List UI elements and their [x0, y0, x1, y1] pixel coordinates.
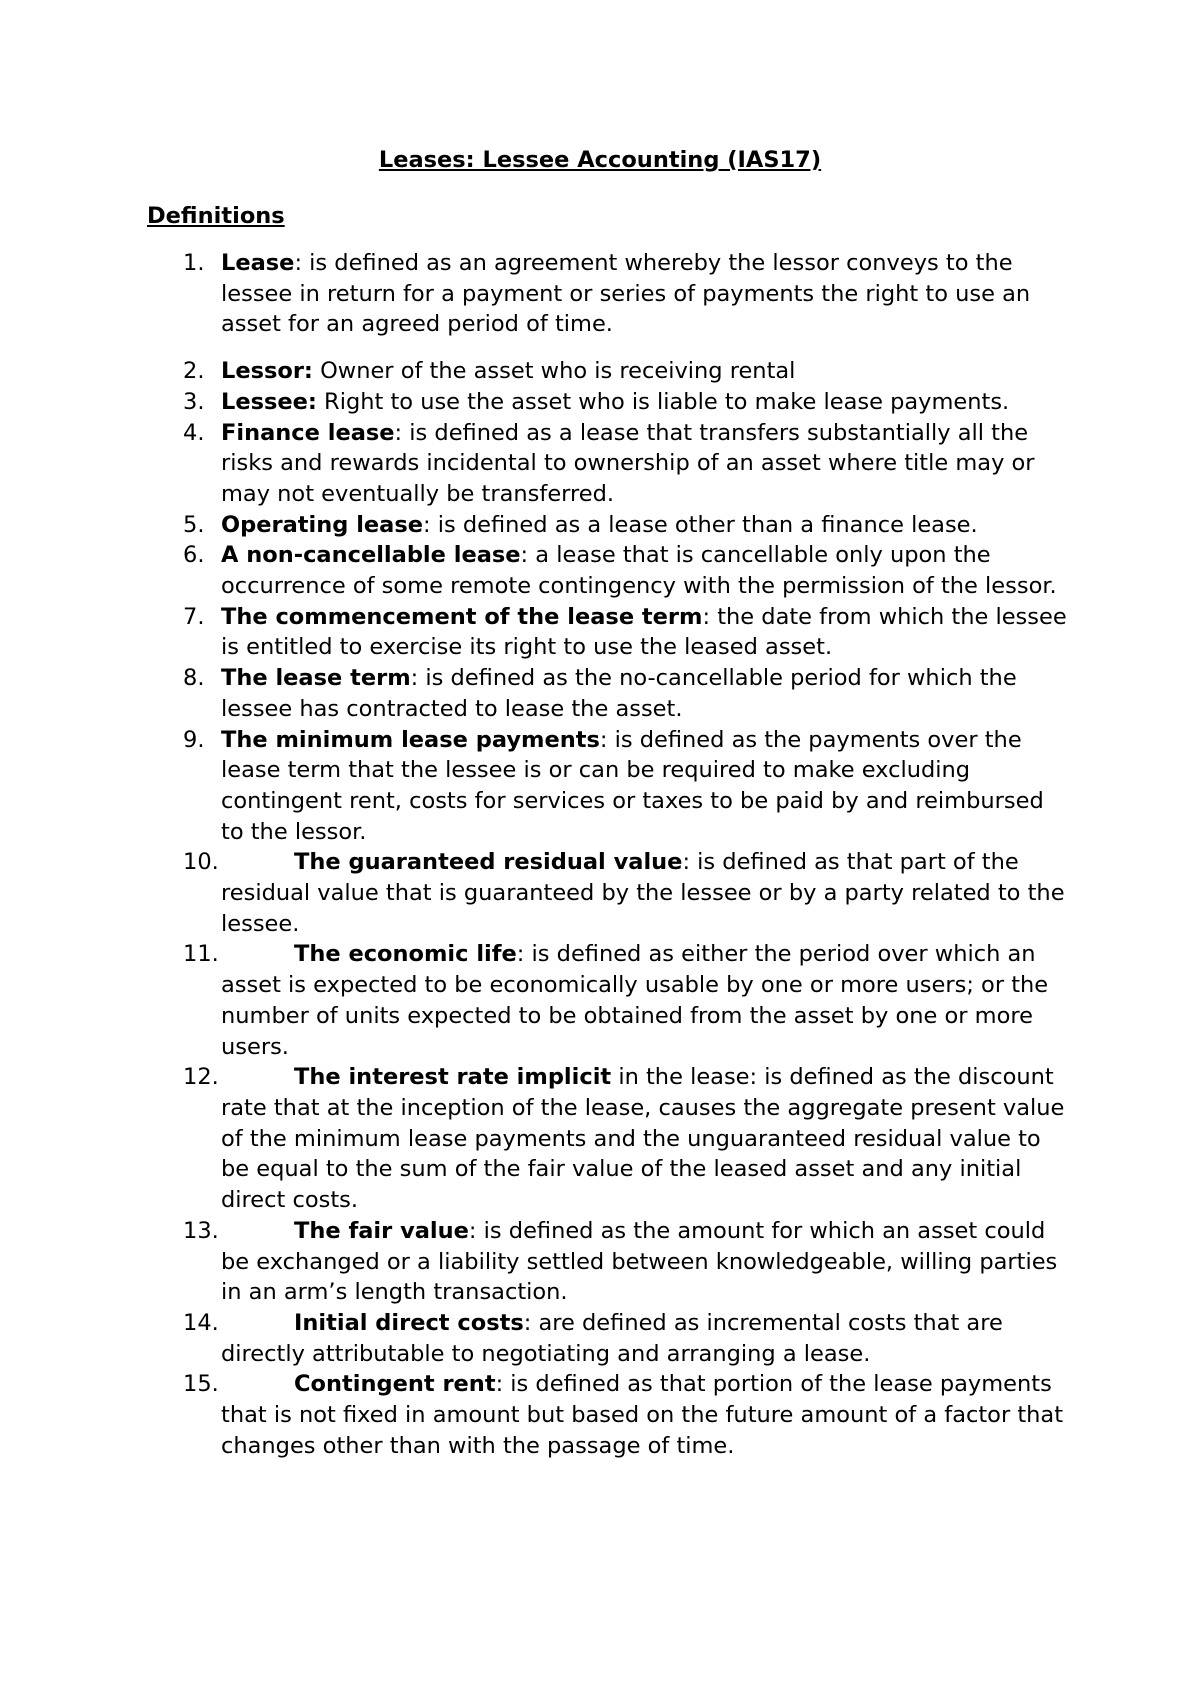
definition-term: The lease term [221, 665, 411, 692]
definition-number: 12. [183, 1064, 219, 1091]
definition-number: 3. [183, 388, 205, 415]
definition-item [0, 418, 1071, 510]
definition-term: A non-cancellable lease [221, 542, 521, 569]
definition-term: Finance lease [221, 419, 395, 446]
definition-item [0, 1216, 1071, 1308]
definition-text: in the lease: is defined as the discount rate that at the inception of the lease, causes the aggregate present value of the minimum lease payments and the unguaranteed residual value to be equal to the sum of the fair value of the leased asset and any initial direct costs. [221, 1064, 1065, 1214]
definition-number: 10. [183, 849, 219, 876]
definition-text: : is defined as either the period over which an asset is expected to be economically usable by one or more users; or the number of units expected to be obtained from the asset by one or more users. [221, 941, 1049, 1060]
definition-item [0, 847, 1071, 939]
definition-text: Right to use the asset who is liable to make lease payments. [316, 388, 1010, 415]
definition-item [0, 248, 1071, 340]
definitions-list [0, 248, 1200, 1461]
definition-item [0, 1308, 1071, 1369]
definition-item [0, 510, 1071, 541]
definition-text: : is defined as a lease that transfers substantially all the risks and rewards incidental to ownership of an asset where title may or may not eventually be transferred. [221, 419, 1035, 507]
definition-item [0, 1369, 1071, 1461]
definition-term: The fair value [294, 1217, 469, 1244]
document-title: Leases: Lessee Accounting (IAS17) [378, 147, 822, 173]
definition-number: 4. [183, 419, 205, 446]
definition-term: The guaranteed residual value [294, 849, 683, 876]
definition-number: 6. [183, 542, 205, 569]
definition-term: Operating lease [221, 511, 424, 538]
definition-text: : are defined as incremental costs that are directly attributable to negotiating and arranging a lease. [221, 1309, 1003, 1367]
definition-number: 5. [183, 511, 205, 538]
definition-text: : is defined as that part of the residual value that is guaranteed by the lessee or by a party related to the lessee. [221, 849, 1065, 937]
definition-item [0, 356, 1071, 387]
definition-term: Lessor: [221, 358, 313, 385]
definition-term: Lease [221, 250, 295, 276]
definition-text: : is defined as an agreement whereby the lessor conveys to the lessee in return for a payment or series of payments the right to use an asset for an agreed period of time. [221, 250, 1031, 338]
definition-term: Contingent rent [294, 1371, 496, 1398]
definition-text: : a lease that is cancellable only upon the occurrence of some remote contingency with the permission of the lessor. [221, 542, 1057, 600]
definition-text: : is defined as the amount for which an asset could be exchanged or a liability settled between knowledgeable, willing parties in an arm’s length transaction. [221, 1217, 1058, 1306]
definition-term: The minimum lease payments [221, 726, 600, 753]
definition-number: 1. [183, 250, 205, 276]
definition-item [0, 663, 1071, 724]
definition-text: : is defined as a lease other than a finance lease. [423, 511, 978, 538]
definition-item [0, 939, 1071, 1062]
definition-number: 13. [183, 1217, 219, 1244]
definition-text: Owner of the asset who is receiving rental [312, 358, 796, 385]
definition-item [0, 1062, 1071, 1216]
definition-item [0, 387, 1071, 418]
definition-number: 8. [183, 665, 205, 692]
definition-term: The commencement of the lease term [221, 603, 703, 630]
definition-number: 9. [183, 726, 205, 753]
definition-number: 11. [183, 941, 219, 968]
definition-number: 7. [183, 603, 205, 630]
definition-number: 15. [183, 1371, 219, 1398]
definition-text: : is defined as the no-cancellable period for which the lessee has contracted to lease the asset. [221, 665, 1017, 722]
definition-term: Lessee: [221, 388, 317, 415]
definition-item [0, 725, 1071, 848]
definition-item [0, 602, 1071, 663]
definition-item [0, 540, 1071, 601]
definition-number: 14. [183, 1309, 219, 1336]
definition-text: : the date from which the lessee is entitled to exercise its right to use the leased asset. [221, 603, 1067, 661]
definition-text: : is defined as the payments over the lease term that the lessee is or can be required to make excluding contingent rent, costs for services or taxes to be paid by and reimbursed to the lessor. [221, 726, 1044, 845]
definition-term: The economic life [294, 941, 517, 968]
definition-text: : is defined as that portion of the lease payments that is not fixed in amount but based on the future amount of a factor that changes other than with the passage of time. [221, 1371, 1064, 1459]
definition-number: 2. [183, 358, 205, 385]
section-heading-definitions: Definitions [147, 203, 285, 229]
definition-term: Initial direct costs [294, 1309, 524, 1336]
definition-term: The interest rate implicit [294, 1064, 612, 1091]
